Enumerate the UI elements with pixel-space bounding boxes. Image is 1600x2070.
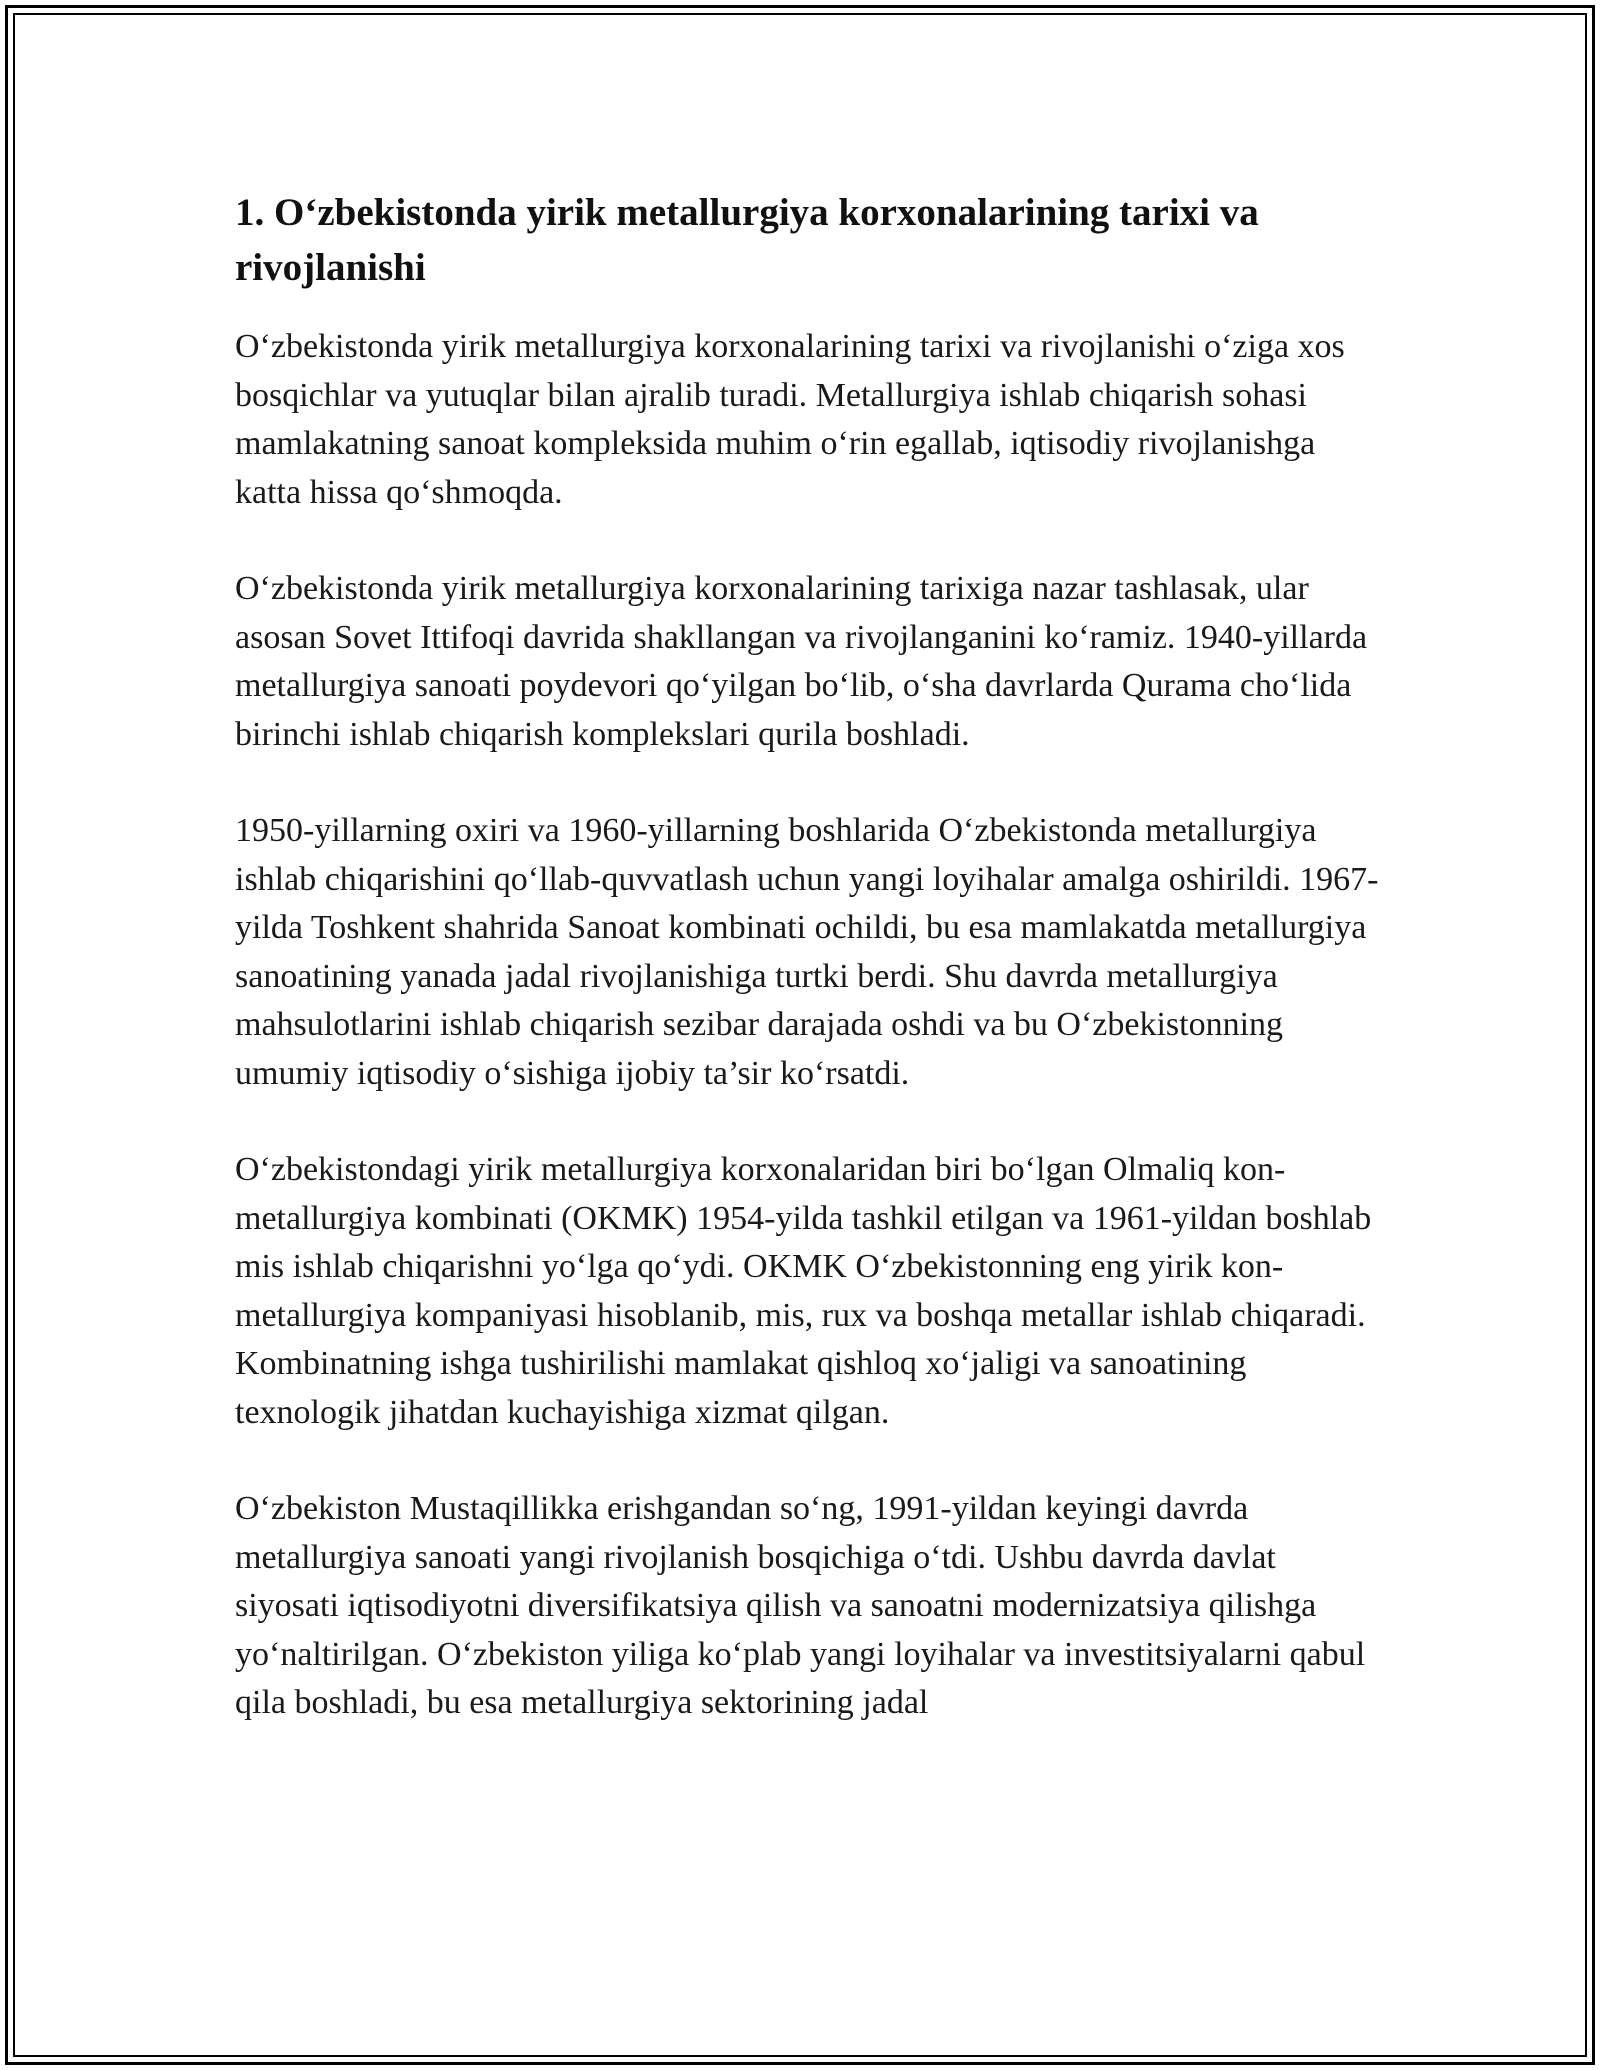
paragraph-okmk: O‘zbekistondagi yirik metallurgiya korxonalaridan biri bo‘lgan Olmaliq kon-metallurgiya kombinati (OKMK) 1954-yilda tashkil etilgan va 1961-yildan boshlab mis ishlab chiqarishni yo‘lga qo‘ydi. OKMK O‘zbekistonning eng yirik kon-metallurgiya kompaniyasi hisoblanib, mis, rux va boshqa metallar ishlab chiqaradi. Kombinatning ishga tushirilishi mamlakat qishloq xo‘jaligi va sanoatining texnologik jihatdan kuchayishiga xizmat qilgan. [235, 1151, 1372, 1431]
section-heading: 1. O‘zbekistonda yirik metallurgiya korxonalarining tarixi va rivojlanishi [235, 191, 1259, 289]
paragraph-intro: O‘zbekistonda yirik metallurgiya korxonalarining tarixi va rivojlanishi o‘ziga xos bosqichlar va yutuqlar bilan ajralib turadi. Metallurgiya ishlab chiqarish sohasi mamlakatning sanoat kompleksida muhim o‘rin egallab, iqtisodiy rivojlanishga katta hissa qo‘shmoqda. [235, 328, 1345, 511]
document-body [235, 185, 1380, 1728]
paragraph-independence: O‘zbekiston Mustaqillikka erishgandan so‘ng, 1991-yildan keyingi davrda metallurgiya sanoati yangi rivojlanish bosqichiga o‘tdi. Ushbu davrda davlat siyosati iqtisodiyotni diversifikatsiya qilish va sanoatni modernizatsiya qilishga yo‘naltirilgan. O‘zbekiston yiliga ko‘plab yangi loyihalar va investitsiyalarni qabul qila boshladi, bu esa metallurgiya sektorining jadal [235, 1490, 1366, 1721]
paragraph-1950s-1960s: 1950-yillarning oxiri va 1960-yillarning boshlarida O‘zbekistonda metallurgiya ishlab chiqarishini qo‘llab-quvvatlash uchun yangi loyihalar amalga oshirildi. 1967-yilda Toshkent shahrida Sanoat kombinati ochildi, bu esa mamlakatda metallurgiya sanoatining yanada jadal rivojlanishiga turtki berdi. Shu davrda metallurgiya mahsulotlarini ishlab chiqarish sezibar darajada oshdi va bu O‘zbekistonning umumiy iqtisodiy o‘sishiga ijobiy ta’sir ko‘rsatdi. [235, 812, 1379, 1092]
paragraph-soviet-era: O‘zbekistonda yirik metallurgiya korxonalarining tarixiga nazar tashlasak, ular asosan Sovet Ittifoqi davrida shakllangan va rivojlanganini ko‘ramiz. 1940-yillarda metallurgiya sanoati poydevori qo‘yilgan bo‘lib, o‘sha davrlarda Qurama cho‘lida birinchi ishlab chiqarish komplekslari qurila boshladi. [235, 570, 1368, 753]
